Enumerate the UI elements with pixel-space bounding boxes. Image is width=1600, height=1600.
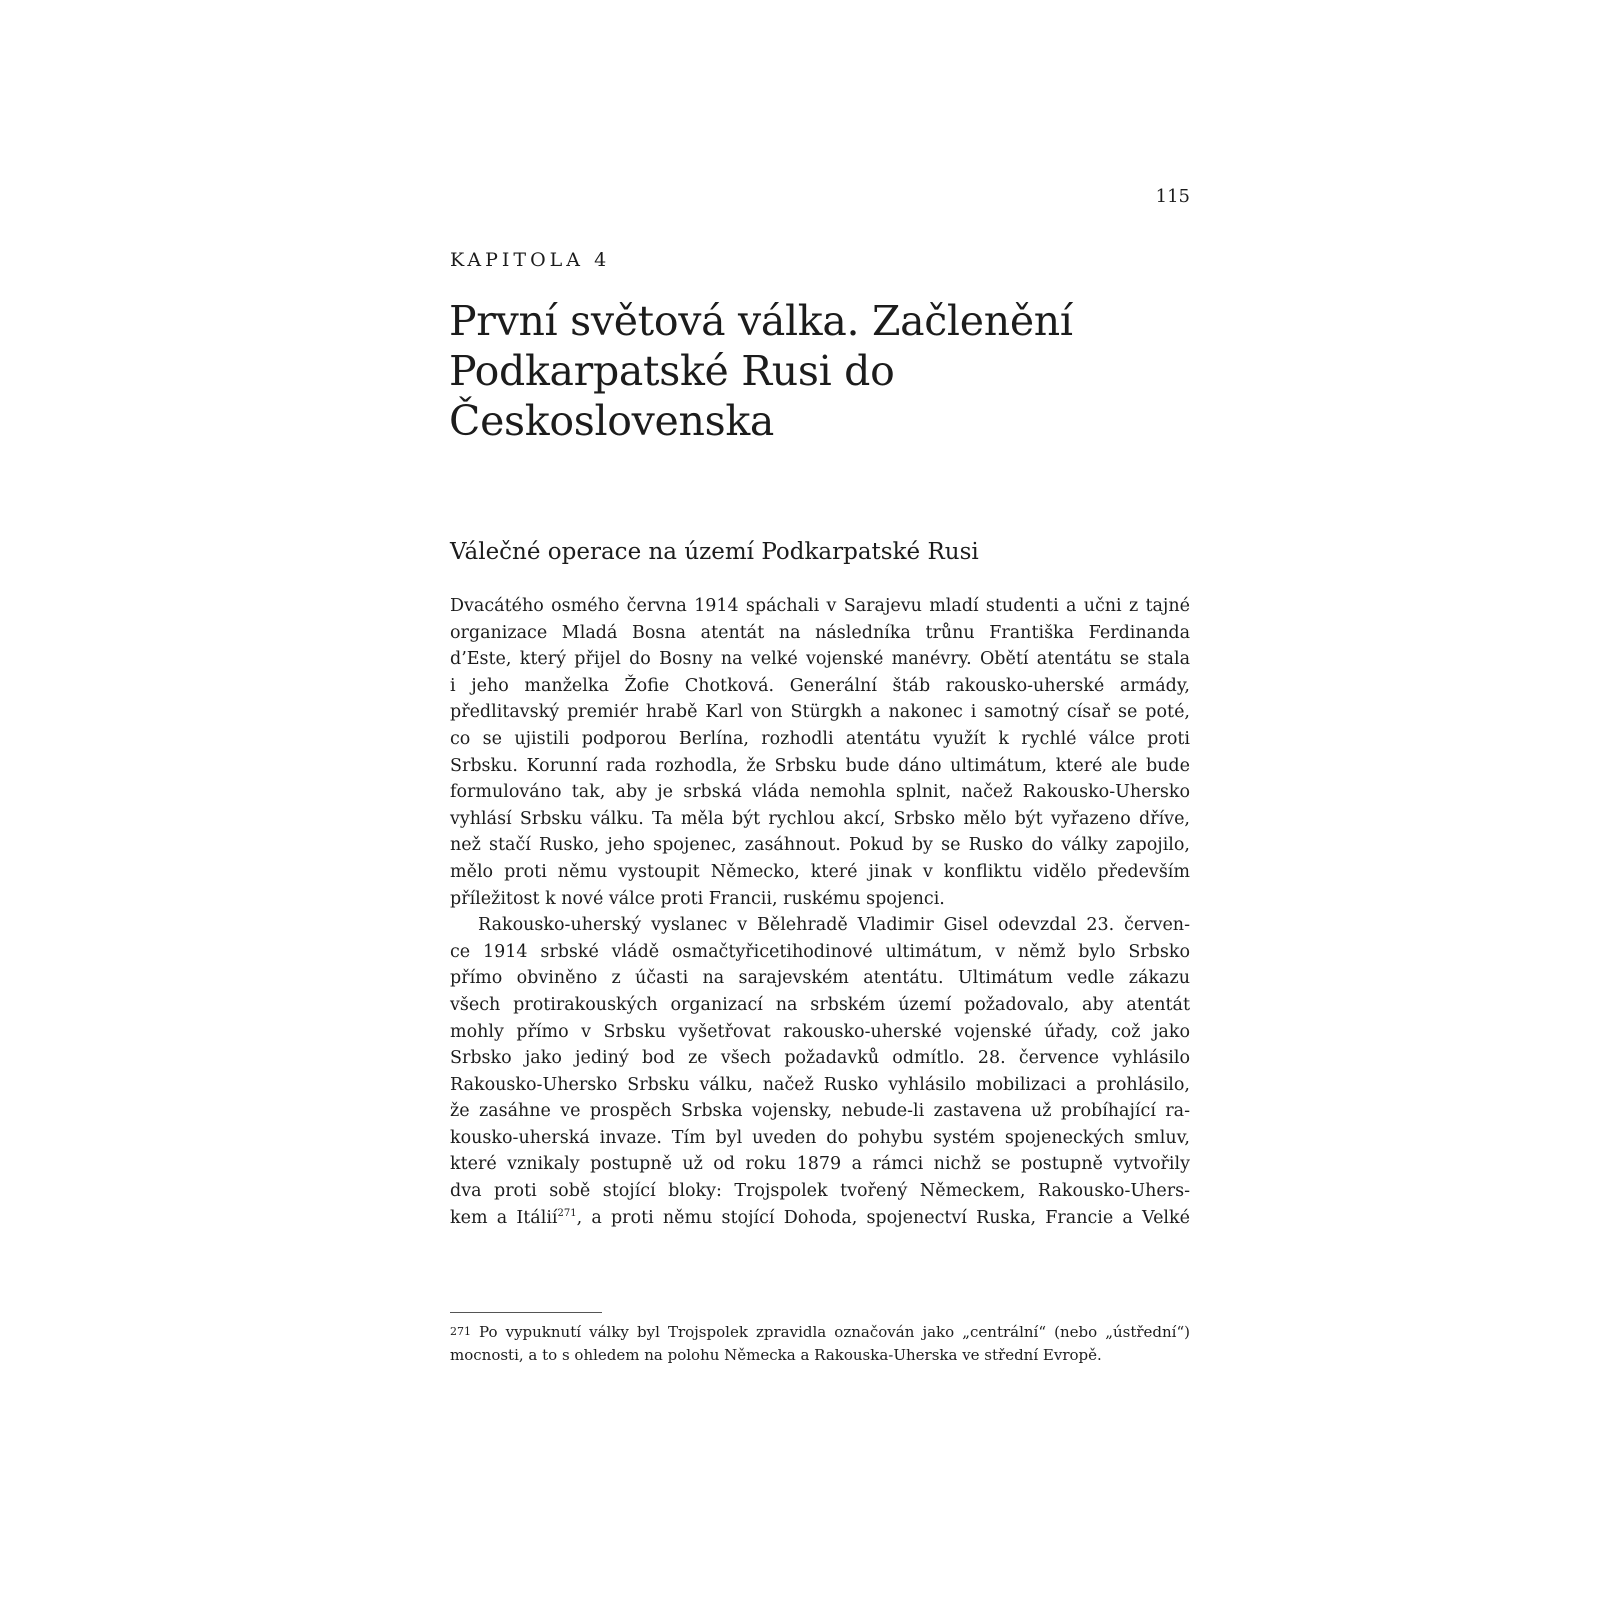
body-text <box>450 593 1190 1231</box>
text-line: organizace Mladá Bosna atentát na následníka trůnu Františka Ferdinanda <box>450 622 1190 643</box>
text-fragment: , a proti němu stojící Dohoda, spojenectví Ruska, Francie a Velké <box>576 1207 1190 1228</box>
chapter-title-line: Podkarpatské Rusi do Československa <box>449 347 895 445</box>
text-line: formulováno tak, aby je srbská vláda nemohla splnit, načež Rakousko-Uhersko <box>450 782 1190 803</box>
footnote-divider <box>450 1312 602 1313</box>
text-line: mohly přímo v Srbsku vyšetřovat rakousko-uherské vojenské úřady, což jako <box>450 1021 1190 1042</box>
footnote-reference[interactable]: 271 <box>557 1207 577 1219</box>
section-heading: Válečné operace na území Podkarpatské Rusi <box>450 539 979 565</box>
footnote-mark: 271 <box>450 1325 471 1338</box>
text-line: ce 1914 srbské vládě osmačtyřicetihodinové ultimátum, v němž bylo Srbsko <box>450 941 1190 962</box>
text-line: dva proti sobě stojící bloky: Trojspolek tvořený Německem, Rakousko-Uhers- <box>450 1181 1190 1202</box>
text-line: kousko-uherská invaze. Tím byl uveden do pohybu systém spojeneckých smluv, <box>450 1127 1190 1148</box>
footnote-line: mocnosti, a to s ohledem na polohu Německa a Rakouska-Uherska ve střední Evropě. <box>450 1346 1102 1364</box>
text-fragment: kem a Itálií <box>450 1207 558 1228</box>
text-line: všech protirakouských organizací na srbském území požadovalo, aby atentát <box>450 994 1190 1015</box>
text-line: mělo proti němu vystoupit Německo, které jinak v konfliktu vidělo především <box>450 861 1190 882</box>
text-line: přímo obviněno z účasti na sarajevském atentátu. Ultimátum vedle zákazu <box>450 968 1190 989</box>
text-line: Rakousko-Uhersko Srbsku válku, načež Rusko vyhlásilo mobilizaci a prohlásilo, <box>450 1074 1190 1095</box>
text-line: předlitavský premiér hrabě Karl von Stürgkh a nakonec i samotný císař se poté, <box>450 702 1190 723</box>
text-line: d’Este, který přijel do Bosny na velké vojenské manévry. Obětí atentátu se stala <box>450 649 1190 670</box>
text-line: Srbsko jako jediný bod ze všech požadavků odmítlo. 28. července vyhlásilo <box>450 1048 1190 1069</box>
text-line: že zasáhne ve prospěch Srbska vojensky, nebude-li zastavena už probíhající ra- <box>450 1101 1190 1122</box>
chapter-title-line: První světová válka. Začlenění <box>449 297 1073 345</box>
footnote-line <box>450 1320 1190 1344</box>
footnote-text: Po vypuknutí války byl Trojspolek zpravidla označován jako „centrální“ (nebo „ústřední“) <box>479 1323 1190 1341</box>
chapter-label: KAPITOLA 4 <box>450 249 611 271</box>
text-line: co se ujistili podporou Berlína, rozhodli atentátu využít k rychlé válce proti <box>450 728 1190 749</box>
text-line: které vznikaly postupně už od roku 1879 a rámci nichž se postupně vytvořily <box>450 1154 1190 1175</box>
text-line: Srbsku. Korunní rada rozhodla, že Srbsku bude dáno ultimátum, které ale bude <box>450 755 1190 776</box>
paragraph <box>450 912 1190 1231</box>
footnotes <box>450 1320 1190 1367</box>
text-line: než stačí Rusko, jeho spojenec, zasáhnout. Pokud by se Rusko do války zapojilo, <box>450 835 1190 856</box>
text-line: příležitost k nové válce proti Francii, ruskému spojenci. <box>450 888 945 909</box>
text-line: vyhlásí Srbsku válku. Ta měla být rychlou akcí, Srbsko mělo být vyřazeno dříve, <box>450 808 1190 829</box>
text-line <box>450 1205 1190 1232</box>
paragraph <box>450 593 1190 912</box>
text-line: Dvacátého osmého června 1914 spáchali v Sarajevu mladí studenti a učni z tajné <box>450 596 1190 616</box>
chapter-title <box>449 296 1209 446</box>
text-line: i jeho manželka Žofie Chotková. Generální štáb rakousko-uherské armády, <box>450 675 1190 696</box>
page-number: 115 <box>1155 186 1190 207</box>
text-line: Rakousko-uherský vyslanec v Bělehradě Vladimir Gisel odevzdal 23. červen- <box>478 915 1190 936</box>
